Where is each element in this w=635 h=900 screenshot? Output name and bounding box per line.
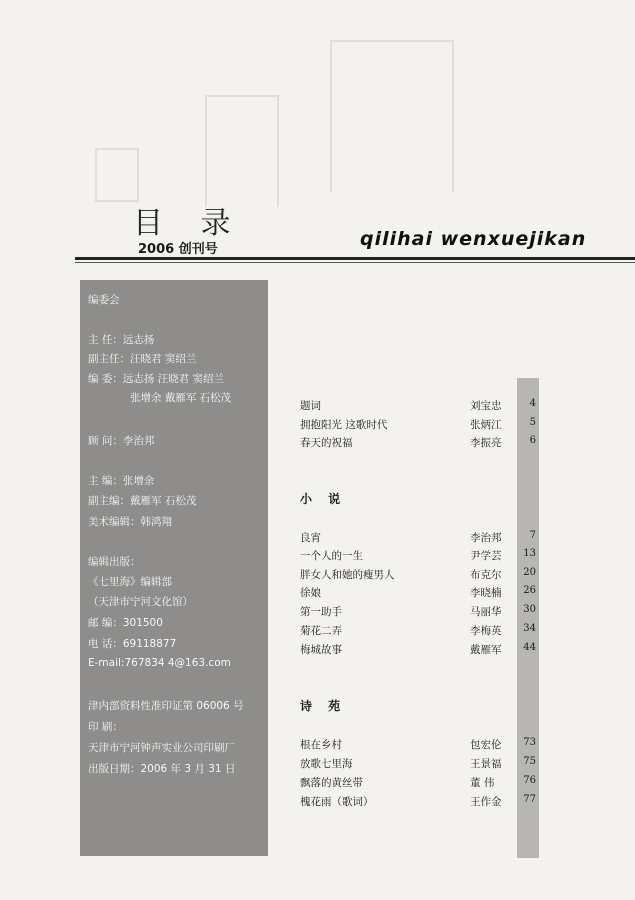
toc-page: 34: [523, 623, 536, 634]
toc-entry: [300, 794, 536, 810]
panel-line: 编辑出版：: [88, 556, 141, 568]
section-heading-poetry: 诗 苑: [300, 699, 347, 713]
issue-label: 2006 创刊号: [138, 242, 218, 257]
panel-line: 印 刷：: [88, 721, 123, 733]
panel-line: 天津市宁河钟声实业公司印刷厂: [88, 742, 235, 754]
toc-author: 戴雁军: [470, 644, 502, 656]
toc-title: 拥抱阳光 这歌时代: [300, 419, 388, 431]
toc-title: 飘落的黄丝带: [300, 777, 363, 789]
toc-entry: [300, 548, 536, 564]
section-heading-fiction: 小 说: [300, 492, 347, 506]
toc-entry: [300, 642, 536, 658]
toc-title: 第一助手: [300, 606, 342, 618]
toc-author: 刘宝忠: [470, 400, 502, 412]
toc-title: 放歌七里海: [300, 758, 353, 770]
toc-page: 73: [523, 737, 536, 748]
toc-title: 徐娘: [300, 587, 321, 599]
toc-author: 张炳江: [470, 419, 502, 431]
toc-title: 槐花雨（歌词）: [300, 796, 374, 808]
toc-author: 王作金: [470, 796, 502, 808]
toc-title: 胖女人和她的瘦男人: [300, 569, 395, 581]
toc-page: 77: [523, 794, 536, 805]
watermark-frame-left: [95, 148, 139, 202]
panel-line: 美术编辑：韩鸿翔: [88, 516, 172, 528]
toc-page: 13: [523, 548, 536, 559]
editorial-board-panel: [80, 280, 268, 856]
panel-line: 主 编：张增余: [88, 475, 155, 487]
watermark-frame-mid: [205, 95, 279, 207]
panel-line: E-mail:767834 4@163.com: [88, 657, 231, 669]
toc-author: 李梅英: [470, 625, 502, 637]
toc-title: 梅城故事: [300, 644, 342, 656]
toc-entry: [300, 567, 536, 583]
toc-page: 6: [529, 435, 536, 446]
panel-line: 编 委：远志扬 汪晓君 窦绍兰: [88, 373, 225, 385]
header-rule-thin: [75, 262, 635, 263]
panel-line: 张增余 戴雁军 石松茂: [130, 392, 232, 404]
panel-line: 津内部资料性准印证第 06006 号: [88, 700, 244, 712]
watermark-frame-right: [330, 40, 454, 192]
toc-title: 题词: [300, 400, 321, 412]
toc-author: 李治邦: [470, 532, 502, 544]
toc-entry: [300, 398, 536, 414]
toc-author: 布克尔: [470, 569, 502, 581]
toc-entry: [300, 756, 536, 772]
toc-page: 26: [523, 585, 536, 596]
panel-line: 出版日期：2006 年 3 月 31 日: [88, 763, 236, 775]
toc-author: 王景福: [470, 758, 502, 770]
toc-page: 30: [523, 604, 536, 615]
panel-line: 邮 编：301500: [88, 617, 163, 629]
toc-entry: [300, 417, 536, 433]
toc-entry: [300, 737, 536, 753]
toc-page: 5: [529, 417, 536, 428]
toc-page: 20: [523, 567, 536, 578]
toc-author: 尹学芸: [470, 550, 502, 562]
toc-page: 75: [523, 756, 536, 767]
toc-title: 一个人的一生: [300, 550, 363, 562]
toc-author: 包宏伦: [470, 739, 502, 751]
toc-page: 4: [529, 398, 536, 409]
toc-author: 董 伟: [470, 777, 495, 789]
toc-author: 李振亮: [470, 437, 502, 449]
page-title: 目 录: [133, 206, 245, 241]
panel-line: 副主任：汪晓君 窦绍兰: [88, 353, 197, 365]
toc-page: 44: [523, 642, 536, 653]
panel-line: 主 任：远志扬: [88, 334, 155, 346]
panel-line: 电 话：69118877: [88, 638, 177, 650]
toc-page: 7: [529, 530, 536, 541]
toc-title: 春天的祝福: [300, 437, 353, 449]
brand-logotype: qilihai wenxuejikan: [360, 228, 587, 250]
toc-entry: [300, 775, 536, 791]
toc-entry: [300, 623, 536, 639]
toc-entry: [300, 585, 536, 601]
toc-entry: [300, 435, 536, 451]
toc-title: 菊花二弄: [300, 625, 342, 637]
panel-line: 副主编：戴雁军 石松茂: [88, 495, 197, 507]
toc-title: 根在乡村: [300, 739, 342, 751]
panel-line: 《七里海》编辑部: [88, 576, 172, 588]
panel-line: （天津市宁河文化馆）: [88, 596, 193, 608]
toc-entry: [300, 604, 536, 620]
toc-title: 良宵: [300, 532, 321, 544]
toc-author: 李晓楠: [470, 587, 502, 599]
header-rule: [75, 257, 635, 260]
toc-author: 马丽华: [470, 606, 502, 618]
toc-entry: [300, 530, 536, 546]
panel-heading: 编委会: [88, 294, 120, 306]
panel-line: 顾 问：李治邦: [88, 435, 155, 447]
toc-page: 76: [523, 775, 536, 786]
